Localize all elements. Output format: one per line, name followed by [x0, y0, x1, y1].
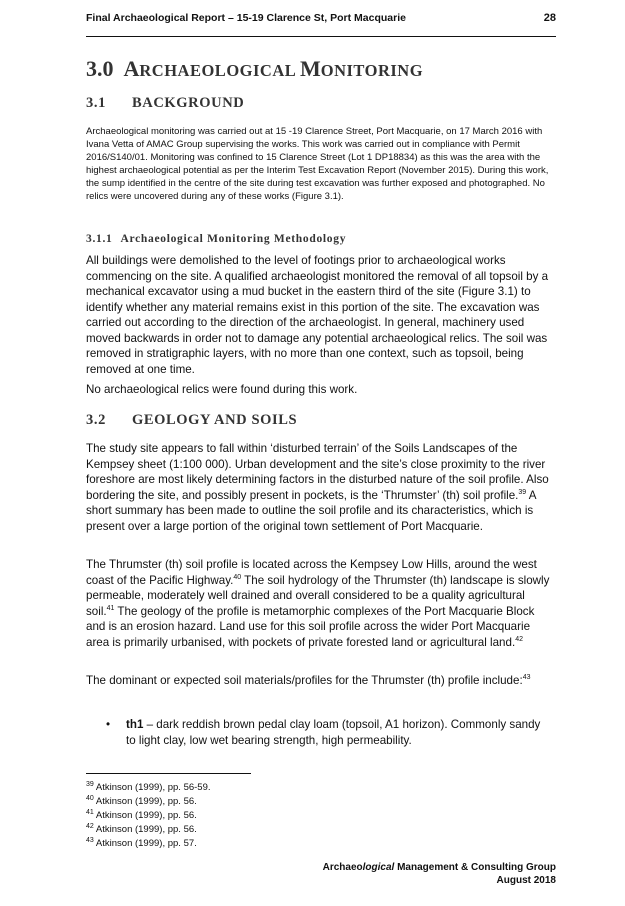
subsubsection-heading-methodology: 3.1.1 Archaeological Monitoring Methodology	[86, 233, 347, 245]
section-heading: 3.0 ARCHAEOLOGICAL MONITORING	[86, 56, 424, 81]
methodology-result-paragraph: No archaeological relics were found during this work.	[86, 383, 358, 396]
geology-paragraph-2: The Thrumster (th) soil profile is located across the Kempsey Low Hills, around the west coast of the Pacific Highway.$^{40}$ The soil hydrology of the Thrumster (th) landscape is slowly permeable, moderately well drained and overall considered to be a quality agricultural soil.$^{41}$ The geology of the profile is metamorphic complexes of the Port Macquarie Block and is an erosion hazard. Land use for this soil profile across the wider Port Macquarie area is primarily urbanised, with pockets of private forested land or agricultural land.$^{42}$	[86, 558, 550, 649]
report-title: Final Archaeological Report – 15-19 Clarence St, Port Macquarie	[86, 12, 406, 24]
bullet-icon: •	[106, 718, 111, 731]
page-footer	[323, 862, 556, 887]
footnote-ref: 41	[106, 604, 115, 612]
background-paragraph: Archaeological monitoring was carried out at 15 -19 Clarence Street, Port Macquarie, on 17 March 2016 with Ivana Vetta of AMAC Group supervising the works. This work was carried out in compliance with Permit 2016/S140/01. Monitoring was confined to 15 Clarence Street (Lot 1 DP18834) as this was the area with the highest archaeological potential as per the Interim Test Excavation Report (November 2015). During this work, the sump identified in the centre of the site during test excavation was further exposed and photographed. No relics were uncovered during any of these works (Figure 3.1).	[86, 126, 549, 202]
page-number: 28	[543, 12, 556, 24]
subsection-heading-background: 3.1 BACKGROUND	[86, 95, 245, 111]
methodology-paragraph: All buildings were demolished to the level of footings prior to archaeological works commencing on the site. A qualified archaeologist monitored the removal of all topsoil by a mechanical excavator using a mud bucket in the eastern third of the site (Figure 3.1) to identify whether any material remains exist in this portion of the site. The excavation was carried out according to the direction of the archaeologist. In general, machinery used moved backwards in order not to damage any potential archaeological relics. The soil was removed in stratigraphic layers, with no more than one context, such as topsoil, being removed at one time.	[86, 254, 549, 376]
footnote-divider	[86, 773, 251, 774]
footnote: $^{41}$ Atkinson (1999), pp. 56.	[86, 808, 197, 821]
footnote-ref: 39	[518, 488, 527, 496]
report-date: August 2018	[496, 874, 556, 886]
section-number: 3.0	[86, 56, 114, 81]
footnotes	[86, 781, 211, 851]
footnote: $^{40}$ Atkinson (1999), pp. 56.	[86, 794, 197, 807]
footnote-ref: 43	[522, 674, 531, 682]
geology-paragraph-1: The study site appears to fall within ‘disturbed terrain’ of the Soils Landscapes of the Kempsey sheet (1:100 000). Urban development and the site’s close proximity to the river foreshore are most likely determining factors in the disturbed nature of the soil profile. Also bordering the site, and possibly present in pockets, is the ‘Thrumster’ (th) soil profile.$^{39}$ A short summary has been made to outline the soil profile and its characteristics, which is present over a large portion of the original town settlement of Port Macquarie.	[86, 442, 549, 533]
footnote-ref: 40	[233, 573, 242, 581]
footnote-ref: 42	[515, 635, 523, 643]
footnote: $^{42}$ Atkinson (1999), pp. 56.	[86, 822, 197, 835]
report-page: Final Archaeological Report – 15-19 Clarence St, Port Macquarie 28 3.0 ARCHAEOLOGICAL MONITORING 3.1 BACKGROUND Archaeological monitoring was carried out at 15 -19 Clarence Street, Port Macquarie, on 17 March 2016 with Ivana Vetta of AMAC Group supervising the works. This work was carried out in compliance with Permit 2016/S140/01. Monitoring was confined to 15 Clarence Street (Lot 1 DP18834) as this was the area with the highest archaeological potential as per the Interim Test Excavation Report (November 2015). During this work, the sump identified in the centre of the site during test excavation was further exposed and photographed. No relics were uncovered during any of these works (Figure 3.1). 3.1.1 Archaeological Monitoring Methodology All buildings were demolished to the level of footings prior to archaeological works commencing on the site. A qualified archaeologist monitored the removal of all topsoil by a mechanical excavator using a mud bucket in the eastern third of the site (Figure 3.1) to identify whether any material remains exist in this portion of the site. The excavation was carried out according to the direction of the archaeologist. In general, machinery used moved backwards in order not to damage any potential archaeological relics. The soil was removed in stratigraphic layers, with no more than one context, such as topsoil, being removed at one time. No archaeological relics were found during this work. 3.2 GEOLOGY AND SOILS The study site appears to fall within ‘disturbed terrain’ of the Soils Landscapes of the Kempsey sheet (1:100 000). Urban development and the site’s close proximity to the river foreshore are most likely determining factors in the disturbed nature of the soil profile. Also bordering the site, and possibly present in pockets, is the ‘Thrumster’ (th) soil profile.$^{39}$ A short summary has been made to outline the soil profile and its characteristics, which is present over a large portion of the original town settlement of Port Macquarie. The Thrumster (th) soil profile is located across the Kempsey Low Hills, around the west coast of the Pacific Highway.$^{40}$ The soil hydrology of the Thrumster (th) landscape is slowly permeable, moderately well drained and overall considered to be a quality agricultural soil.$^{41}$ The geology of the profile is metamorphic complexes of the Port Macquarie Block and is an erosion hazard. Land use for this soil profile across the wider Port Macquarie area is primarily urbanised, with pockets of private forested land or agricultural land.$^{42}$ The dominant or expected soil materials/profiles for the Thrumster (th) profile include:$^{43}$ • th1 – dark reddish brown pedal clay loam (topsoil, A1 horizon). Commonly sandy to light clay, low wet bearing strength, high permeability. $^{39}$ Atkinson (1999), pp. 56-59. $^{40}$ Atkinson (1999), pp. 56. $^{41}$ Atkinson (1999), pp. 56. $^{42}$ Atkinson (1999), pp. 56. $^{43}$ Atkinson (1999), pp. 57. Archaeological Management & Consulting Group August 2018	[86, 12, 556, 886]
subsection-heading-geology: 3.2 GEOLOGY AND SOILS	[86, 412, 298, 428]
soil-term: th1	[126, 718, 144, 731]
footnote: $^{39}$ Atkinson (1999), pp. 56-59.	[86, 780, 211, 793]
organisation-name: Archaeological Management & Consulting Group	[322, 862, 556, 873]
geology-paragraph-3: The dominant or expected soil materials/profiles for the Thrumster (th) profile include:$^{43}$	[86, 674, 531, 687]
header-divider	[86, 36, 556, 37]
footnote: $^{43}$ Atkinson (1999), pp. 57.	[86, 836, 197, 849]
